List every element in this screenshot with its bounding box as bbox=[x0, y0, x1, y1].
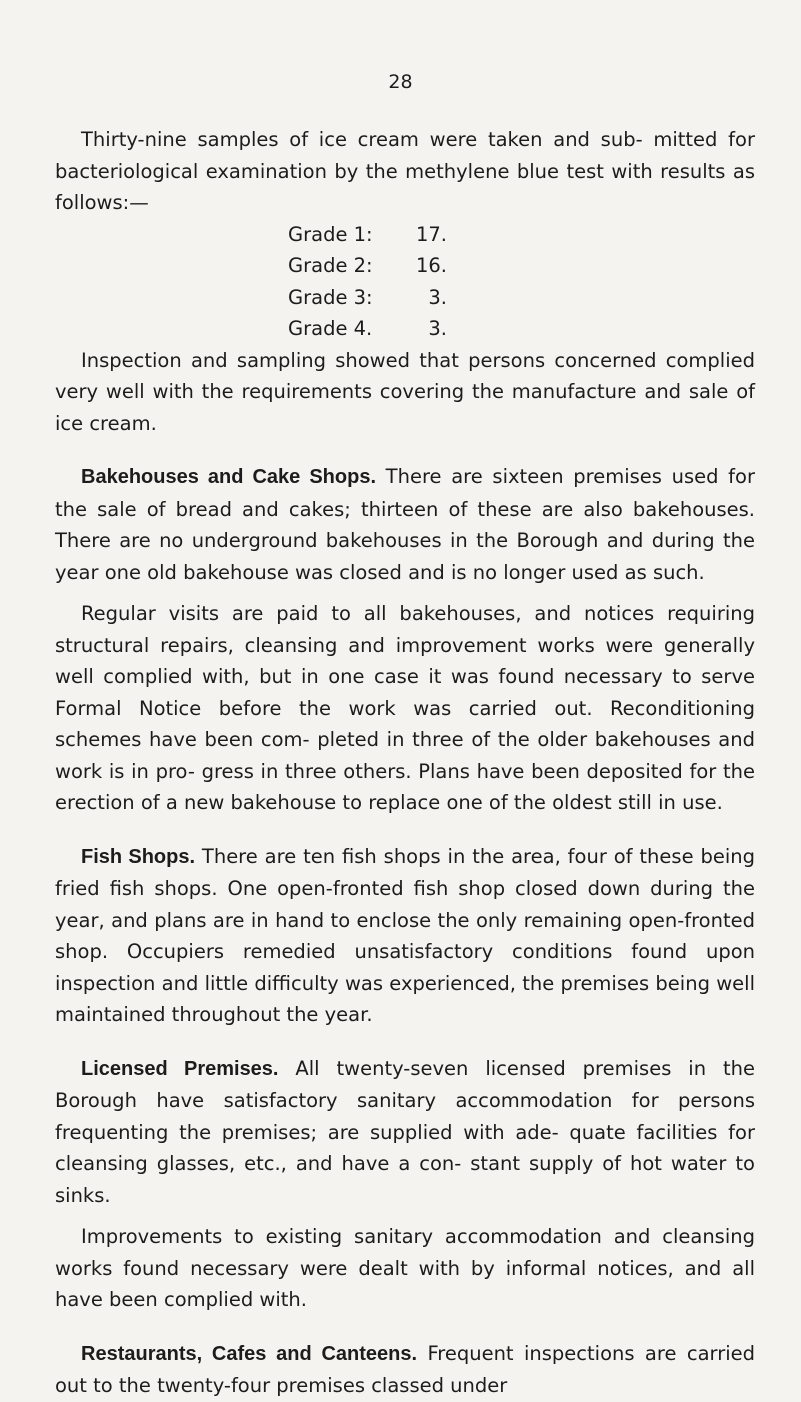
restaurants-paragraph bbox=[55, 1338, 755, 1402]
grade-row bbox=[288, 313, 755, 345]
bakehouses-body: There are sixteen premises used for the sale of bread and cakes; thirteen of these are also bakehouses. There are no underground bakehouses in the Borough and during the year one old bakehouse was closed and is no longer used as such. bbox=[55, 465, 755, 584]
page-body bbox=[55, 70, 755, 1402]
grade-label: Grade 4. bbox=[288, 317, 373, 340]
grade-label: Grade 2: bbox=[288, 254, 373, 277]
grade-label: Grade 3: bbox=[288, 285, 373, 309]
fish-shops-body: There are ten fish shops in the area, four of these being fried fish shops. One open-fronted fish shop closed down during the year, and plans are in hand to enclose the only remaining open-fronted shop. Occupiers remedied unsatisfactory conditions found upon inspection and little difficulty was experienced, the premises being well maintained throughout the year. bbox=[55, 844, 755, 1026]
fish-shops-heading: Fish Shops. bbox=[81, 845, 196, 868]
grade-label: Grade 1: bbox=[288, 222, 373, 246]
bakehouses-heading: Bakehouses and Cake Shops. bbox=[81, 466, 376, 488]
licensed-premises-paragraph bbox=[55, 1053, 755, 1212]
ice-cream-grades-list bbox=[288, 219, 755, 345]
restaurants-body: Frequent inspections are carried out to the twenty-four premises classed under bbox=[55, 1341, 756, 1397]
bakehouses-paragraph bbox=[55, 461, 755, 588]
grade-row bbox=[288, 282, 755, 314]
grade-value: 3. bbox=[428, 317, 447, 340]
licensed-premises-heading: Licensed Premises. bbox=[81, 1057, 279, 1080]
licensed-improvements-paragraph: Improvements to existing sanitary accommodation and cleansing works found necessary were dealt with by informal notices, and all have been complied with. bbox=[55, 1225, 755, 1311]
ice-cream-intro-paragraph: Thirty-nine samples of ice cream were taken and sub- mitted for bacteriological examination by the methylene blue test with results as follows:— bbox=[55, 128, 755, 214]
grade-row bbox=[288, 219, 755, 251]
bakehouses-visits-paragraph: Regular visits are paid to all bakehouses, and notices requiring structural repairs, cleansing and improvement works were generally well complied with, but in one case it was found necessary to serve Formal Notice before the work was carried out. Reconditioning schemes have been com- pleted in three of the older bakehouses and work is in pro- gress in three others. Plans have been deposited for the erection of a new bakehouse to replace one of the oldest still in use. bbox=[55, 602, 755, 814]
restaurants-heading: Restaurants, Cafes and Canteens. bbox=[81, 1342, 418, 1365]
grade-row bbox=[288, 250, 755, 282]
licensed-premises-body: All twenty-seven licensed premises in the Borough have satisfactory sanitary accommodation for persons frequenting the premises; are supplied with ade- quate facilities for cleansing glasses, etc., and have a con- stant supply of hot water to sinks. bbox=[55, 1056, 755, 1207]
grade-value: 17. bbox=[415, 222, 447, 246]
grade-value: 16. bbox=[415, 254, 447, 277]
fish-shops-paragraph bbox=[55, 841, 755, 1031]
grade-value: 3. bbox=[428, 285, 447, 309]
ice-cream-result-paragraph: Inspection and sampling showed that persons concerned complied very well with the requirements covering the manufacture and sale of ice cream. bbox=[55, 348, 755, 435]
page-number: 28 bbox=[388, 71, 413, 93]
